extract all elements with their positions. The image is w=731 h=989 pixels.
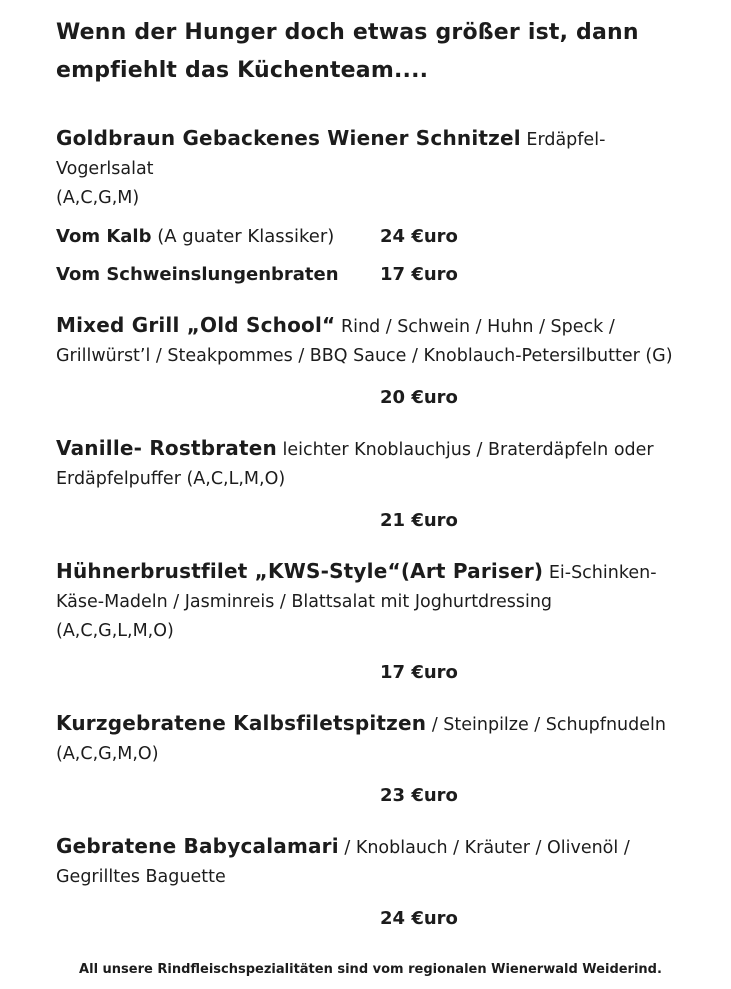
dish-description: / Knoblauch / Kräuter / Olivenöl / <box>344 838 630 858</box>
dish-title: Gebratene Babycalamari <box>56 834 339 858</box>
dish-headline <box>56 434 685 494</box>
price-value: 17 €uro <box>380 662 458 683</box>
variant-name: Vom Schweinslungenbraten <box>56 264 339 285</box>
price-line <box>56 781 685 810</box>
dish-description: Ei-Schinken-Käse-Madeln / Jasminreis / Blattsalat mit Joghurtdressing <box>56 563 657 612</box>
menu-item-schnitzel <box>56 124 685 289</box>
dish-headline <box>56 311 685 371</box>
price-value: 21 €uro <box>380 510 458 531</box>
price-line <box>56 658 685 687</box>
menu-item-mixed-grill <box>56 311 685 412</box>
allergen-codes: (A,C,G,M,O) <box>56 744 159 764</box>
dish-title: Mixed Grill „Old School“ <box>56 313 336 337</box>
allergen-codes: (A,C,G,M) <box>56 188 140 208</box>
price-value: 17 €uro <box>380 264 458 285</box>
menu-header <box>56 14 685 90</box>
variant-name: Vom Kalb <box>56 226 152 247</box>
price-value: 24 €uro <box>380 226 458 247</box>
allergen-codes: (A,C,G,L,M,O) <box>56 621 174 641</box>
dish-description-line2: Gegrilltes Baguette <box>56 867 226 887</box>
header-line-1: Wenn der Hunger doch etwas größer ist, dann <box>56 20 639 45</box>
dish-description: / Steinpilze / Schupfnudeln <box>431 715 666 735</box>
variant-row-kalb <box>56 222 685 251</box>
dish-description: Erdäpfel-Vogerlsalat <box>56 130 606 179</box>
price-line <box>56 904 685 933</box>
dish-headline <box>56 557 685 617</box>
footer-note: All unsere Rindfleischspezialitäten sind vom regionalen Wienerwald Weiderind. <box>79 962 662 977</box>
dish-description: leichter Knoblauchjus / Braterdäpfeln oder Erdäpfelpuffer (A,C,L,M,O) <box>56 440 654 489</box>
menu-item-rostbraten <box>56 434 685 535</box>
variant-row-schwein <box>56 260 685 289</box>
menu-item-kalbsfiletspitzen <box>56 709 685 810</box>
dish-title: Hühnerbrustfilet „KWS-Style“(Art Pariser) <box>56 559 544 583</box>
dish-headline <box>56 832 685 863</box>
price-line <box>56 506 685 535</box>
price-value: 24 €uro <box>380 908 458 929</box>
menu-item-huehnerbrustfilet <box>56 557 685 687</box>
dish-title: Vanille- Rostbraten <box>56 436 277 460</box>
price-line <box>56 383 685 412</box>
dish-description: Rind / Schwein / Huhn / Speck / Grillwürst’l / Steakpommes / BBQ Sauce / Knoblauch-Petersilbutter (G) <box>56 317 673 366</box>
variant-note: (A guater Klassiker) <box>157 226 335 247</box>
menu-item-babycalamari <box>56 832 685 933</box>
dish-headline <box>56 124 685 184</box>
dish-title: Kurzgebratene Kalbsfiletspitzen <box>56 711 427 735</box>
price-value: 23 €uro <box>380 785 458 806</box>
price-value: 20 €uro <box>380 387 458 408</box>
dish-headline <box>56 709 685 740</box>
header-line-2: empfiehlt das Küchenteam.... <box>56 58 429 83</box>
dish-title: Goldbraun Gebackenes Wiener Schnitzel <box>56 126 521 150</box>
